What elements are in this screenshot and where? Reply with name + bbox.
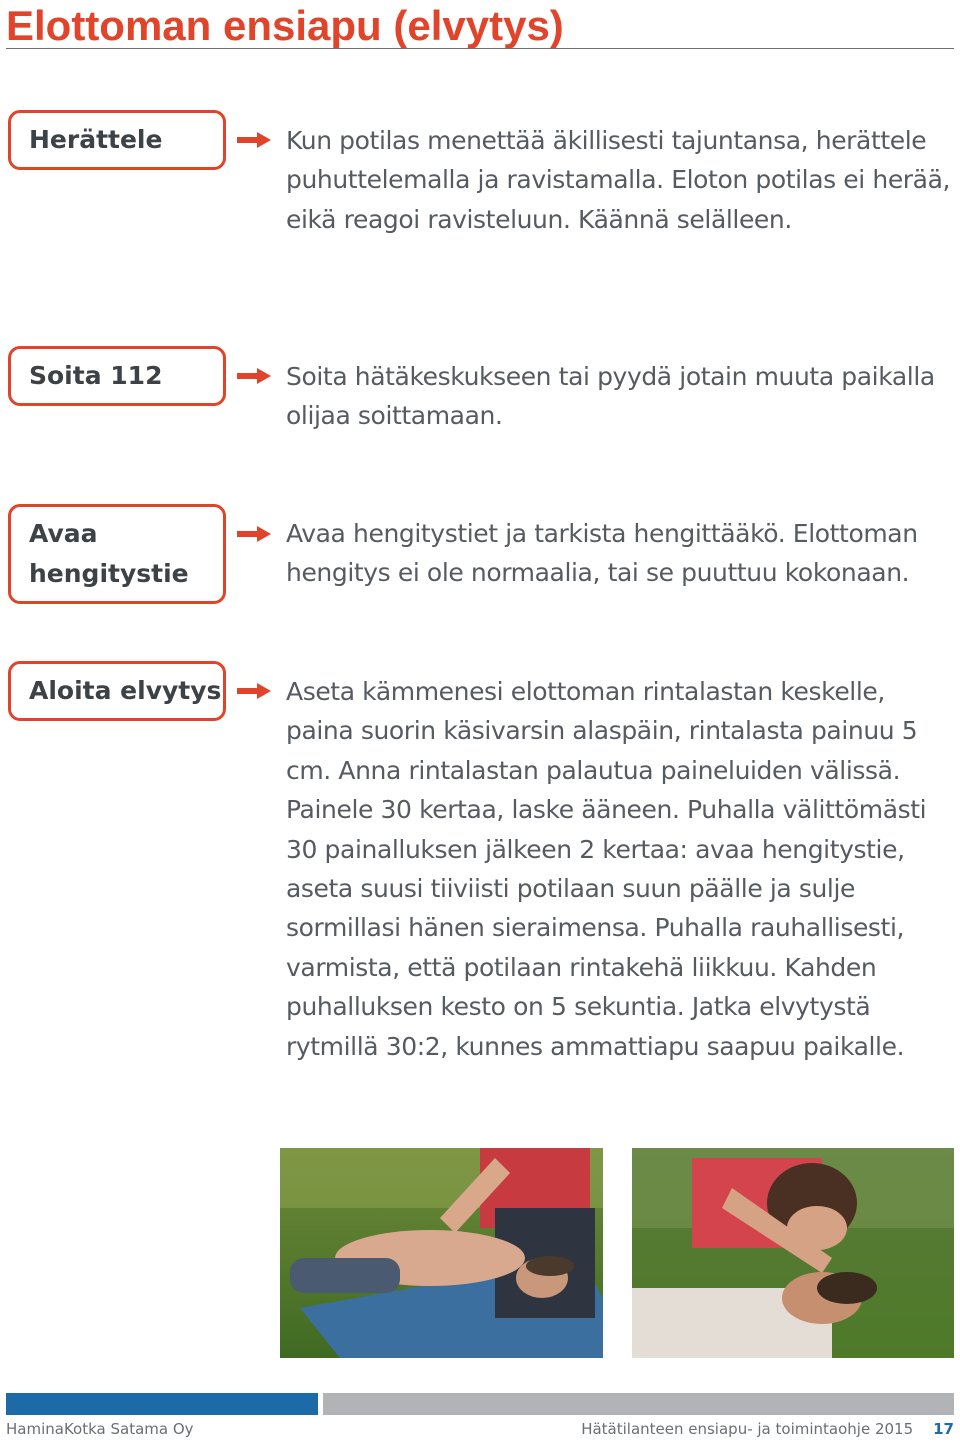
footer-page-number: 17 [933, 1420, 954, 1438]
footer-right [581, 1420, 954, 1438]
footer-bar-gray [323, 1393, 954, 1415]
step-label: Avaa hengitystie [29, 519, 189, 588]
step-label-box-avaa [8, 504, 226, 604]
step-label: Aloita elvytys [29, 676, 222, 705]
step-label-box-herattele [8, 110, 226, 170]
title-divider [6, 48, 954, 49]
step-text-soita: Soita hätäkeskukseen tai pyydä jotain muuta paikalla olijaa soittamaan. [286, 362, 935, 431]
step-label: Soita 112 [29, 361, 163, 390]
step-label: Herättele [29, 125, 163, 154]
step-label-box-soita [8, 346, 226, 406]
step-text-aloita: Aseta kämmenesi elottoman rintalastan keskelle, paina suorin käsivarsin alaspäin, rintalasta painuu 5 cm. Anna rintalastan palautua paineluiden välissä. Painele 30 kertaa, laske ääneen. Puhalla välittömästi 30 painalluksen jälkeen 2 kertaa: avaa hengitystie, aseta suusi tiiviisti potilaan suun päälle ja sulje sormillasi hänen sieraimensa. Puhalla rauhallisesti, varmista, että potilaan rintakehä liikkuu. Kahden puhalluksen kesto on 5 sekuntia. Jatka elvytystä rytmillä 30:2, kunnes ammattiapu saapuu paikalle. [286, 677, 927, 1061]
page-title: Elottoman ensiapu (elvytys) [6, 2, 564, 49]
footer-bar-blue [6, 1393, 318, 1415]
step-text-herattele: Kun potilas menettää äkillisesti tajuntansa, herättele puhuttelemalla ja ravistamalla. Eloton potilas ei herää, eikä reagoi ravisteluun. Käännä selälleen. [286, 126, 951, 234]
arrow-right-icon [237, 368, 271, 384]
arrow-right-icon [237, 132, 271, 148]
arrow-right-icon [237, 683, 271, 699]
footer-company: HaminaKotka Satama Oy [6, 1420, 194, 1438]
photo-rescue-breathing [632, 1148, 954, 1358]
photo-chest-compressions [280, 1148, 603, 1358]
step-label-box-aloita [8, 661, 226, 721]
arrow-right-icon [237, 526, 271, 542]
footer-doc-title: Hätätilanteen ensiapu- ja toimintaohje 2015 [581, 1420, 914, 1438]
step-text-avaa: Avaa hengitystiet ja tarkista hengittääkö. Elottoman hengitys ei ole normaalia, tai se puuttuu kokonaan. [286, 519, 918, 588]
